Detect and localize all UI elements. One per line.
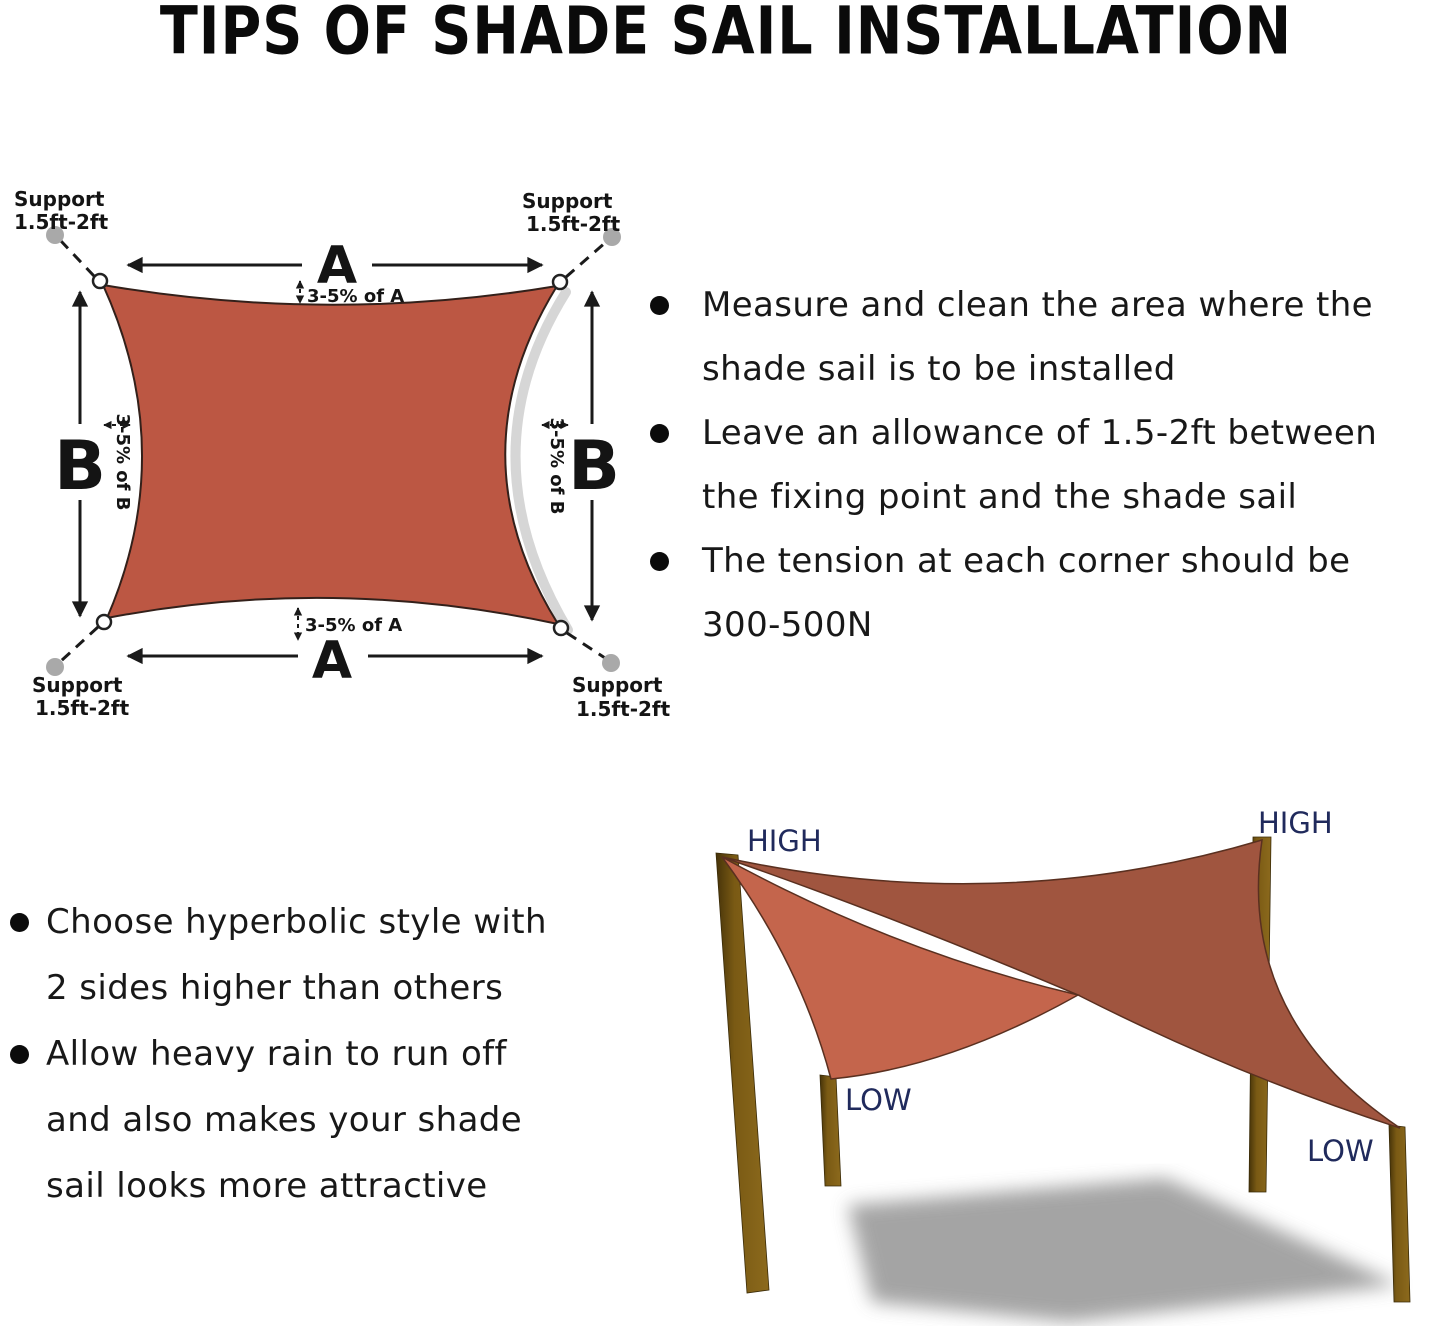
tip-measure-area: [648, 273, 1377, 401]
post-high-left: [716, 853, 769, 1293]
page-title: TIPS OF SHADE SAIL INSTALLATION: [159, 0, 1293, 70]
bullet-icon: [10, 913, 29, 932]
tip-text-line: 2 sides higher than others: [46, 968, 504, 1008]
style-tips-list: [10, 889, 547, 1219]
bullet-icon: [650, 424, 669, 443]
support-label-bottom-left-1: Support: [32, 673, 123, 697]
tip-tension: [648, 529, 1377, 657]
high-label-left: HIGH: [747, 824, 822, 858]
sag-label-b-left: 3-5% of B: [112, 413, 133, 511]
tether-bottom-right: [567, 633, 605, 658]
tether-top-left: [61, 241, 94, 276]
tip-text-line: Measure and clean the area where the: [702, 285, 1373, 325]
sag-label-a-top: 3-5% of A: [307, 286, 405, 307]
dim-letter-a-top: A: [316, 236, 358, 296]
dim-letter-b-right: B: [568, 427, 620, 506]
sag-label-a-bottom: 3-5% of A: [305, 615, 403, 636]
grommet-bottom-right: [554, 621, 568, 635]
support-label-bottom-right-2: 1.5ft-2ft: [576, 697, 671, 721]
support-label-bottom-left-2: 1.5ft-2ft: [35, 696, 130, 720]
tip-text-line: and also makes your shade: [46, 1100, 523, 1140]
anchor-point-bottom-right: [602, 654, 620, 672]
tip-text-line: Allow heavy rain to run off: [46, 1034, 507, 1074]
tip-text-line: Leave an allowance of 1.5-2ft between: [702, 413, 1378, 453]
ground-shadow: [848, 1178, 1400, 1322]
sag-label-b-right: 3-5% of B: [546, 417, 567, 515]
post-low-right: [1389, 1125, 1410, 1302]
tip-text-line: shade sail is to be installed: [702, 349, 1176, 389]
support-label-top-right-1: Support: [522, 189, 613, 213]
tether-top-right: [566, 242, 606, 277]
tip-text-line: 300-500N: [702, 605, 873, 645]
low-label-right: LOW: [1307, 1134, 1374, 1168]
support-label-bottom-right-1: Support: [572, 673, 663, 697]
tip-hyperbolic-style: [10, 889, 547, 1021]
bullet-icon: [10, 1045, 29, 1064]
grommet-bottom-left: [97, 615, 111, 629]
support-label-top-left-1: Support: [14, 187, 105, 211]
dim-letter-a-bottom: A: [311, 631, 353, 691]
post-low-left: [820, 1075, 841, 1186]
tip-text-line: Choose hyperbolic style with: [46, 902, 547, 942]
bullet-icon: [650, 296, 669, 315]
tip-text-line: The tension at each corner should be: [702, 541, 1351, 581]
bullet-icon: [650, 552, 669, 571]
support-label-top-right-2: 1.5ft-2ft: [526, 212, 621, 236]
tip-text-line: the fixing point and the shade sail: [702, 477, 1298, 517]
dim-letter-b-left: B: [54, 427, 106, 506]
shade-sail-shape: [103, 285, 558, 624]
installation-tips-list: [648, 273, 1377, 657]
tip-allowance: [648, 401, 1377, 529]
tip-rain-runoff: [10, 1021, 547, 1219]
low-label-left: LOW: [845, 1083, 912, 1117]
support-label-top-left-2: 1.5ft-2ft: [14, 210, 109, 234]
tether-bottom-left: [61, 627, 98, 661]
high-label-right: HIGH: [1258, 806, 1333, 840]
grommet-top-left: [93, 274, 107, 288]
tip-text-line: sail looks more attractive: [46, 1166, 488, 1206]
grommet-top-right: [553, 275, 567, 289]
